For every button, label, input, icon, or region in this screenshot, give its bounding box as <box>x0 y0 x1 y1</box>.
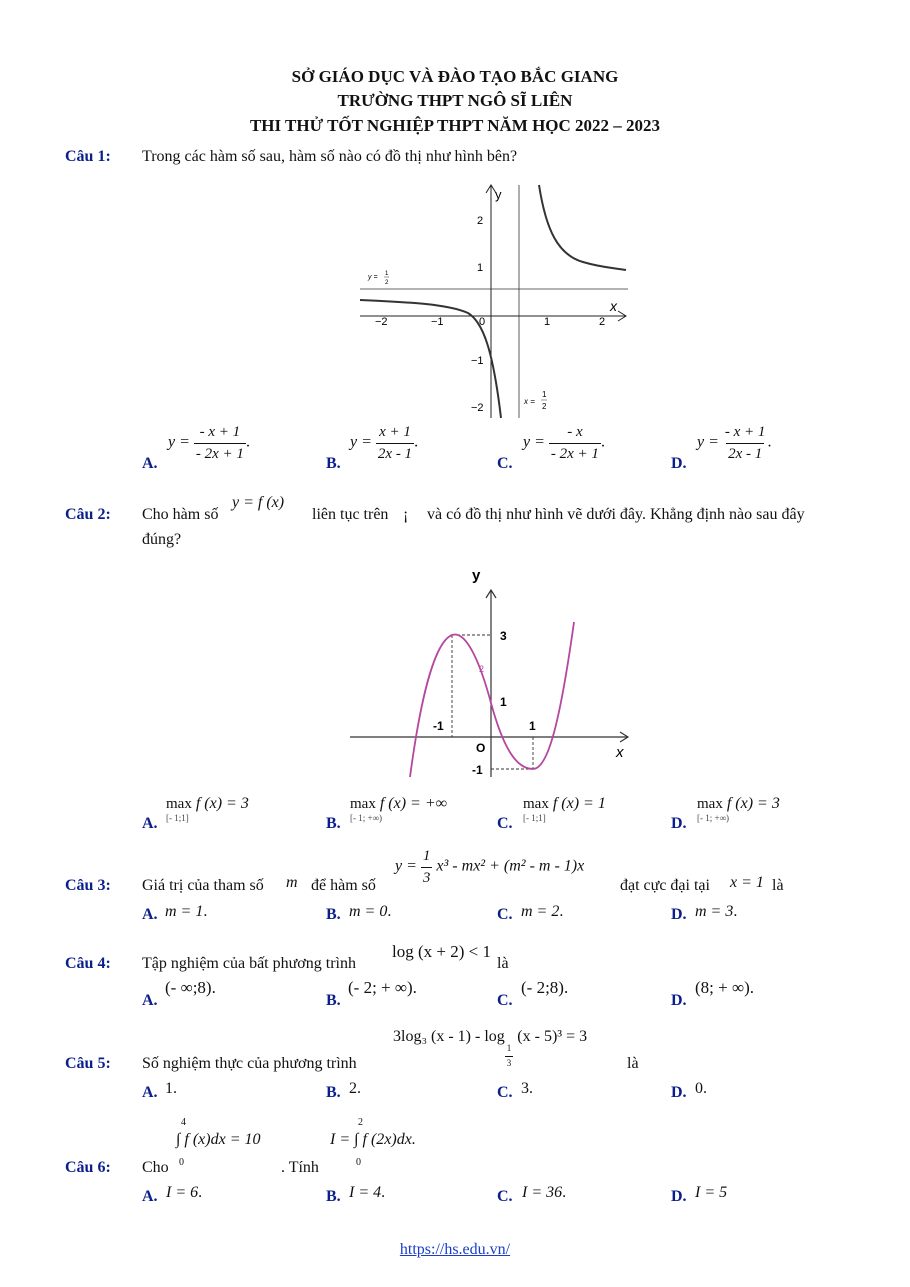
q1-ytick: 2 <box>477 215 484 227</box>
q6-number: Câu 6: <box>65 1159 111 1176</box>
q2-ylabel: -1 <box>472 763 483 777</box>
footer-link[interactable]: https://hs.edu.vn/ <box>399 1241 511 1258</box>
q5-text-b: là <box>627 1055 639 1072</box>
q2-option-c[interactable]: max f (x) = 1 [- 1;1] <box>523 795 606 823</box>
q1-asym-h-label: y = <box>368 274 378 281</box>
school-department: SỞ GIÁO DỤC VÀ ĐÀO TẠO BẮC GIANG <box>291 67 619 86</box>
q1-option-a[interactable]: y = $\frac{- x + 1}{- 2x + 1}$ . <box>168 424 250 462</box>
q1-asym-v-num: 1 <box>542 390 547 399</box>
q1-asym-h-num: 1 <box>385 271 389 277</box>
q4-inequality: log (x + 2) < 1 <box>392 942 491 961</box>
q5-option-b-label[interactable]: B. <box>326 1084 341 1101</box>
q1-asym-v-label: x = <box>524 397 535 406</box>
q2-xlabel: 1 <box>529 719 536 733</box>
q1-graph <box>358 180 633 420</box>
q1-axis-x: x <box>610 298 617 314</box>
q2-text-b: liên tục trên <box>312 506 389 523</box>
exam-title: THI THỬ TỐT NGHIỆP THPT NĂM HỌC 2022 – 2023 <box>249 116 661 135</box>
q4-number: Câu 4: <box>65 955 111 972</box>
q1-ytick: −1 <box>471 355 484 367</box>
q3-option-c-label[interactable]: C. <box>497 906 513 923</box>
q1-xtick: 2 <box>599 316 606 328</box>
q5-option-c[interactable]: 3. <box>521 1080 533 1097</box>
q6-option-c[interactable]: I = 36. <box>522 1184 567 1201</box>
q3-text-b: để hàm số <box>311 877 376 894</box>
q2-axis-x: x <box>616 744 624 761</box>
q2-text-c: và có đồ thị như hình vẽ dưới đây. Khẳng định nào sau đây <box>427 506 805 523</box>
q4-option-c[interactable]: (- 2;8). <box>521 978 569 997</box>
q1-option-c[interactable]: y = $\frac{- x}{- 2x + 1}$ . <box>523 424 605 462</box>
q5-text-a: Số nghiệm thực của phương trình <box>142 1055 357 1072</box>
q1-option-d-label[interactable]: D. <box>671 455 687 472</box>
q2-origin: O <box>476 741 486 755</box>
q4-option-c-label[interactable]: C. <box>497 992 513 1009</box>
q5-number: Câu 5: <box>65 1055 111 1072</box>
q4-option-b-label[interactable]: B. <box>326 992 341 1009</box>
q1-option-b[interactable]: y = $\frac{x + 1}{2x - 1}$ . <box>350 424 419 462</box>
q2-function: y = f (x) <box>232 494 285 511</box>
q1-number: Câu 1: <box>65 148 111 165</box>
q4-option-b[interactable]: (- 2; + ∞). <box>348 978 417 997</box>
q1-asym-h-den: 2 <box>385 280 389 286</box>
q3-option-c[interactable]: m = 2. <box>521 903 564 920</box>
q6-option-a-label[interactable]: A. <box>142 1188 158 1205</box>
q6-option-d[interactable]: I = 5 <box>695 1184 728 1201</box>
q3-option-b[interactable]: m = 0. <box>349 903 392 920</box>
q1-axis-y: y <box>495 187 502 202</box>
q2-text-a: Cho hàm số <box>142 506 219 523</box>
q4-option-d-label[interactable]: D. <box>671 992 687 1009</box>
q1-ytick: 1 <box>477 262 484 274</box>
q5-option-a-label[interactable]: A. <box>142 1084 158 1101</box>
q5-option-d-label[interactable]: D. <box>671 1084 687 1101</box>
q6-option-a[interactable]: I = 6. <box>166 1184 203 1201</box>
q5-option-b[interactable]: 2. <box>349 1080 361 1097</box>
q4-text-a: Tập nghiệm của bất phương trình <box>142 955 356 972</box>
q6-option-c-label[interactable]: C. <box>497 1188 513 1205</box>
q3-function: y = $\frac{1}{3}$ x³ - mx² + (m² - m - 1)x <box>395 848 585 886</box>
q1-option-a-label[interactable]: A. <box>142 455 158 472</box>
q2-option-a-label[interactable]: A. <box>142 815 158 832</box>
q2-ylabel: 2 <box>479 664 485 674</box>
q2-option-d-label[interactable]: D. <box>671 815 687 832</box>
q6-given-upper: 4 <box>181 1117 186 1128</box>
q2-option-b-label[interactable]: B. <box>326 815 341 832</box>
footer <box>0 1241 910 1259</box>
q2-graph <box>348 562 638 782</box>
q3-text-d: là <box>772 877 784 894</box>
q1-option-b-label[interactable]: B. <box>326 455 341 472</box>
q5-option-c-label[interactable]: C. <box>497 1084 513 1101</box>
q6-option-b[interactable]: I = 4. <box>349 1184 386 1201</box>
q4-text-b: là <box>497 955 509 972</box>
q6-target-upper: 2 <box>358 1117 363 1128</box>
q2-axis-y: y <box>472 567 481 584</box>
q2-option-d[interactable]: max f (x) = 3 [- 1; +∞) <box>697 795 780 823</box>
q3-option-b-label[interactable]: B. <box>326 906 341 923</box>
q3-option-d-label[interactable]: D. <box>671 906 687 923</box>
q3-text-a: Giá trị của tham số <box>142 877 264 894</box>
q5-option-d[interactable]: 0. <box>695 1080 707 1097</box>
q3-option-a-label[interactable]: A. <box>142 906 158 923</box>
q4-option-a-label[interactable]: A. <box>142 992 158 1009</box>
q6-given: ∫ f (x)dx = 10 <box>176 1131 261 1148</box>
q2-ylabel: 3 <box>500 629 507 643</box>
q1-text: Trong các hàm số sau, hàm số nào có đồ thị như hình bên? <box>142 148 518 165</box>
q2-option-a[interactable]: max f (x) = 3 [- 1;1] <box>166 795 249 823</box>
q2-xlabel: -1 <box>433 719 444 733</box>
q2-set-symbol: ¡ <box>403 506 409 523</box>
q1-option-c-label[interactable]: C. <box>497 455 513 472</box>
q6-target-lower: 0 <box>356 1157 361 1168</box>
q1-xtick: 1 <box>544 316 551 328</box>
q1-asym-v-den: 2 <box>542 402 547 411</box>
q6-option-b-label[interactable]: B. <box>326 1188 341 1205</box>
q1-xtick: −2 <box>375 316 388 328</box>
q1-xtick: −1 <box>431 316 444 328</box>
q6-text-a: Cho <box>142 1159 169 1176</box>
q1-xtick: 0 <box>479 316 486 328</box>
q6-option-d-label[interactable]: D. <box>671 1188 687 1205</box>
q5-equation: 3log₃ (x - 1) - log $\frac{1}{3}$ (x - 5)³ = 3 <box>393 1028 588 1068</box>
q4-option-d[interactable]: (8; + ∞). <box>695 978 755 997</box>
q1-option-d[interactable]: y = $\frac{- x + 1}{2x - 1}$ . <box>697 424 772 462</box>
school-name: TRƯỜNG THPT NGÔ SĨ LIÊN <box>337 91 573 110</box>
q2-option-b[interactable]: max f (x) = +∞ [- 1; +∞) <box>350 795 448 823</box>
q3-number: Câu 3: <box>65 877 111 894</box>
q3-param: m <box>286 874 298 891</box>
q3-option-a[interactable]: m = 1. <box>165 903 208 920</box>
q3-option-d[interactable]: m = 3. <box>695 903 738 920</box>
q4-option-a[interactable]: (- ∞;8). <box>165 978 216 997</box>
q6-target: I = ∫ f (2x)dx. <box>330 1131 416 1148</box>
q2-text-d: đúng? <box>142 531 182 548</box>
q2-ylabel: 1 <box>500 695 507 709</box>
q5-option-a[interactable]: 1. <box>165 1080 177 1097</box>
q6-given-lower: 0 <box>179 1157 184 1168</box>
q6-text-b: . Tính <box>281 1159 319 1176</box>
q1-ytick: −2 <box>471 402 484 414</box>
q3-condition: x = 1 <box>730 874 764 891</box>
q3-text-c: đạt cực đại tại <box>620 877 710 894</box>
q2-option-c-label[interactable]: C. <box>497 815 513 832</box>
q2-number: Câu 2: <box>65 506 111 523</box>
